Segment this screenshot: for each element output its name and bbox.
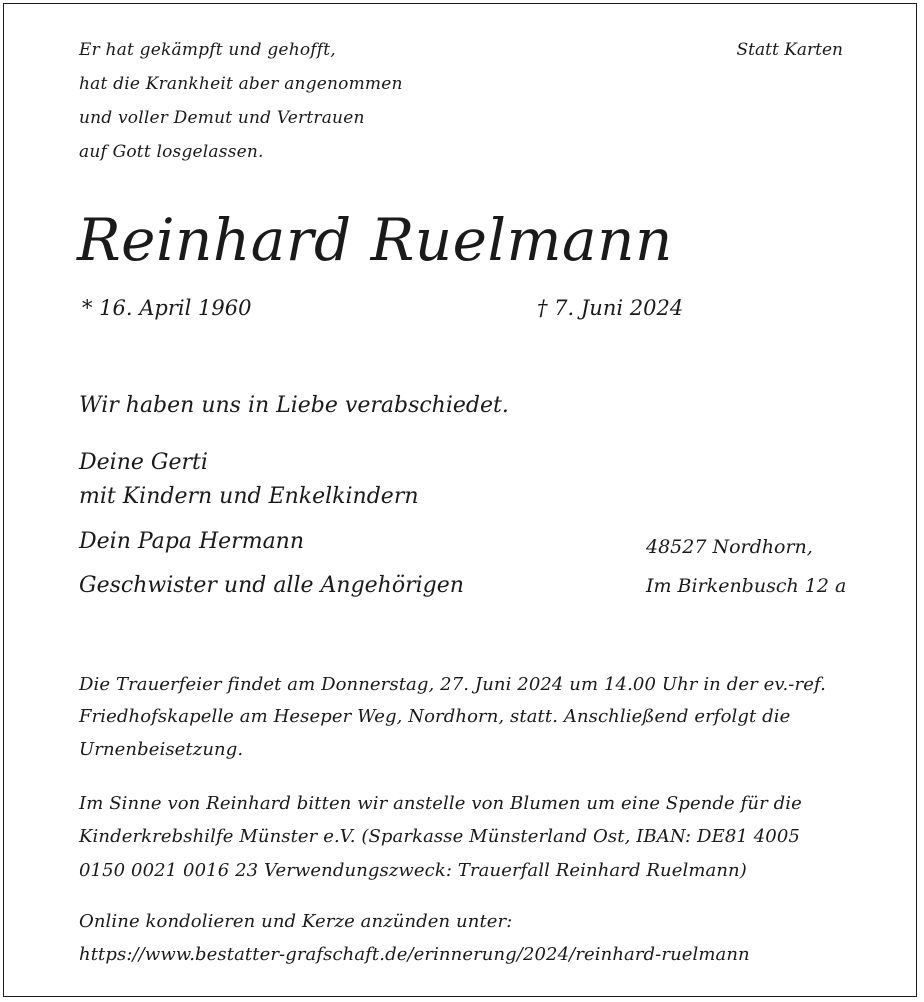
funeral-notice-line-2: Friedhofskapelle am Heseper Weg, Nordhorn, statt. Anschließend erfolgt die bbox=[79, 706, 791, 727]
death-date: † 7. Juni 2024 bbox=[537, 296, 684, 320]
funeral-notice-line-1: Die Trauerfeier findet am Donnerstag, 27. Juni 2024 um 14.00 Uhr in der ev.-ref. bbox=[79, 674, 826, 695]
donation-notice-line-1: Im Sinne von Reinhard bitten wir anstelle von Blumen um eine Spende für die bbox=[79, 793, 802, 814]
online-condolence-link[interactable]: https://www.bestatter-grafschaft.de/erinnerung/2024/reinhard-ruelmann bbox=[79, 944, 750, 965]
mourner-line-3: Dein Papa Hermann bbox=[79, 529, 305, 554]
poem-line-1: Er hat gekämpft und gehofft, bbox=[79, 40, 336, 60]
poem-line-2: hat die Krankheit aber angenommen bbox=[79, 74, 403, 94]
deceased-name: Reinhard Ruelmann bbox=[77, 206, 673, 274]
statt-karten-label: Statt Karten bbox=[736, 40, 843, 60]
mourner-line-2: mit Kindern und Enkelkindern bbox=[79, 484, 419, 509]
birth-date: * 16. April 1960 bbox=[82, 296, 252, 320]
farewell-text: Wir haben uns in Liebe verabschiedet. bbox=[79, 393, 509, 418]
donation-notice-line-2: Kinderkrebshilfe Münster e.V. (Sparkasse Münsterland Ost, IBAN: DE81 4005 bbox=[79, 826, 800, 847]
mourner-line-4: Geschwister und alle Angehörigen bbox=[79, 573, 464, 598]
address-street: Im Birkenbusch 12 a bbox=[646, 575, 847, 597]
address-city: 48527 Nordhorn, bbox=[646, 536, 813, 558]
online-condolence-intro: Online kondolieren und Kerze anzünden unter: bbox=[79, 911, 513, 932]
poem-line-4: auf Gott losgelassen. bbox=[79, 142, 264, 162]
mourner-line-1: Deine Gerti bbox=[79, 450, 208, 475]
poem-line-3: und voller Demut und Vertrauen bbox=[79, 108, 365, 128]
funeral-notice-line-3: Urnenbeisetzung. bbox=[79, 739, 244, 760]
donation-notice-line-3: 0150 0021 0016 23 Verwendungszweck: Trauerfall Reinhard Ruelmann) bbox=[79, 860, 747, 881]
